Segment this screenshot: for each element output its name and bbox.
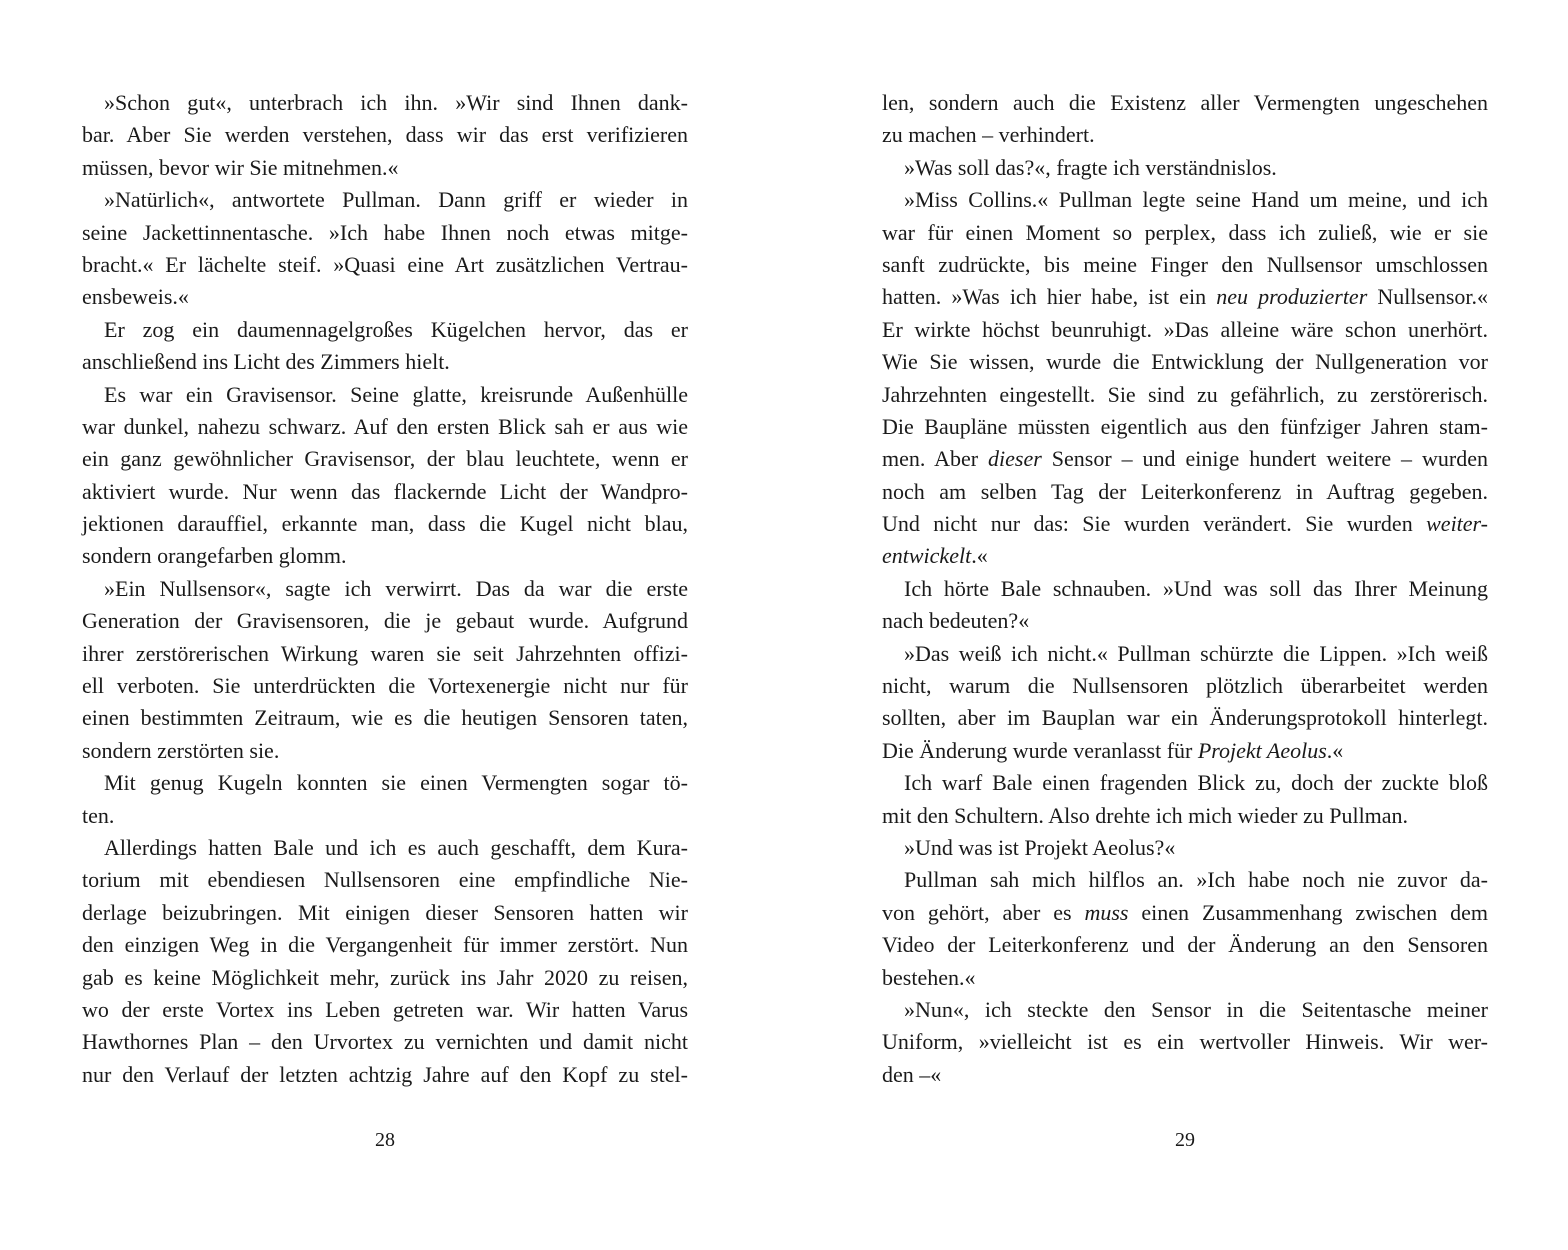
text-line: zu machen – verhindert. [882, 122, 1095, 148]
text-line: entwickelt.« [882, 543, 988, 569]
text-line: Allerdings hatten Bale und ich es auch geschafft, dem Kura- [104, 834, 688, 860]
text-line: len, sondern auch die Existenz aller Vermengten ungeschehen [882, 90, 1488, 115]
text-line: ensbeweis.« [82, 284, 189, 310]
text-line: Ich hörte Bale schnauben. »Und was soll das Ihrer Meinung [904, 575, 1488, 601]
text-line: hatten. »Was ich hier habe, ist ein neu produzierter Nullsensor.« [882, 284, 1488, 310]
text-line: Und nicht nur das: Sie wurden verändert. Sie wurden weiter- [882, 511, 1488, 537]
text-line: Generation der Gravisensoren, die je gebaut wurde. Aufgrund [82, 608, 688, 634]
text-line: sondern orangefarben glomm. [82, 543, 347, 569]
text-line: sollten, aber im Bauplan war ein Änderungsprotokoll hinterlegt. [882, 705, 1488, 731]
text-line: »Und was ist Projekt Aeolus?« [904, 834, 1176, 860]
text-line: Ich warf Bale einen fragenden Blick zu, doch der zuckte bloß [904, 770, 1488, 796]
page-number-left: 28 [375, 1129, 395, 1151]
text-line: ell verboten. Sie unterdrückten die Vortexenergie nicht nur für [82, 673, 688, 699]
text-line: »Das weiß ich nicht.« Pullman schürzte die Lippen. »Ich weiß [904, 640, 1488, 666]
text-line: seine Jackettinnentasche. »Ich habe Ihnen noch etwas mitge- [82, 219, 688, 245]
text-line: Pullman sah mich hilflos an. »Ich habe noch nie zuvor da- [904, 867, 1488, 893]
text-line: jektionen darauffiel, erkannte man, dass die Kugel nicht blau, [82, 511, 688, 537]
text-line: Hawthornes Plan – den Urvortex zu vernichten und damit nicht [82, 1029, 688, 1055]
text-line: mit den Schultern. Also drehte ich mich wieder zu Pullman. [882, 802, 1409, 828]
text-line: den –« [882, 1061, 942, 1087]
right-page-text [882, 87, 1488, 1091]
text-line: aktiviert wurde. Nur wenn das flackernde Licht der Wandpro- [82, 478, 688, 504]
text-line: nur den Verlauf der letzten achtzig Jahre auf den Kopf zu stel- [82, 1061, 688, 1087]
text-line: »Schon gut«, unterbrach ich ihn. »Wir sind Ihnen dank- [104, 90, 688, 115]
text-line: sanft zudrückte, bis meine Finger den Nullsensor umschlossen [882, 251, 1488, 277]
text-line: müssen, bevor wir Sie mitnehmen.« [82, 154, 399, 180]
text-line: war dunkel, nahezu schwarz. Auf den ersten Blick sah er aus wie [82, 413, 688, 439]
text-line: men. Aber dieser Sensor – und einige hundert weitere – wurden [882, 446, 1488, 472]
text-line: gab es keine Möglichkeit mehr, zurück ins Jahr 2020 zu reisen, [82, 964, 688, 990]
text-line: nach bedeuten?« [882, 608, 1030, 634]
text-line: ein ganz gewöhnlicher Gravisensor, der blau leuchtete, wenn er [82, 446, 688, 472]
text-line: Mit genug Kugeln konnten sie einen Vermengten sogar tö- [104, 770, 688, 796]
text-line: bracht.« Er lächelte steif. »Quasi eine Art zusätzlichen Vertrau- [82, 251, 688, 277]
text-line: »Ein Nullsensor«, sagte ich verwirrt. Das da war die erste [104, 575, 688, 601]
text-line: bestehen.« [882, 964, 976, 990]
text-line: war für einen Moment so perplex, dass ich zuließ, wie er sie [882, 219, 1488, 245]
text-line: torium mit ebendiesen Nullsensoren eine empfindliche Nie- [82, 867, 688, 893]
text-line: Video der Leiterkonferenz und der Änderung an den Sensoren [882, 932, 1488, 958]
text-line: wo der erste Vortex ins Leben getreten war. Wir hatten Varus [82, 996, 688, 1022]
text-line: Wie Sie wissen, wurde die Entwicklung der Nullgeneration vor [882, 349, 1488, 375]
page-number-right: 29 [1175, 1129, 1195, 1151]
text-line: von gehört, aber es muss einen Zusammenhang zwischen dem [882, 899, 1488, 925]
text-line: Die Baupläne müssten eigentlich aus den fünfziger Jahren stam- [882, 413, 1488, 439]
text-line: nicht, warum die Nullsensoren plötzlich überarbeitet werden [882, 673, 1488, 699]
text-line: »Was soll das?«, fragte ich verständnislos. [904, 154, 1277, 180]
text-line: den einzigen Weg in die Vergangenheit für immer zerstört. Nun [82, 932, 688, 958]
text-line: »Nun«, ich steckte den Sensor in die Seitentasche meiner [904, 996, 1488, 1022]
text-line: ihrer zerstörerischen Wirkung waren sie seit Jahrzehnten offizi- [82, 640, 688, 666]
text-line: Er zog ein daumennagelgroßes Kügelchen hervor, das er [104, 316, 688, 342]
text-line: Es war ein Gravisensor. Seine glatte, kreisrunde Außenhülle [104, 381, 688, 407]
text-line: anschließend ins Licht des Zimmers hielt. [82, 349, 450, 375]
text-line: Die Änderung wurde veranlasst für Projekt Aeolus.« [882, 737, 1344, 763]
text-line: bar. Aber Sie werden verstehen, dass wir das erst verifizieren [82, 122, 688, 148]
text-line: noch am selben Tag der Leiterkonferenz in Auftrag gegeben. [882, 478, 1488, 504]
text-line: »Natürlich«, antwortete Pullman. Dann griff er wieder in [104, 187, 688, 213]
text-line: »Miss Collins.« Pullman legte seine Hand um meine, und ich [904, 187, 1488, 213]
left-page-text [82, 87, 688, 1091]
text-line: ten. [82, 802, 115, 828]
text-line: derlage beizubringen. Mit einigen dieser Sensoren hatten wir [82, 899, 688, 925]
text-line: Uniform, »vielleicht ist es ein wertvoller Hinweis. Wir wer- [882, 1029, 1488, 1055]
text-line: sondern zerstörten sie. [82, 737, 280, 763]
text-line: Jahrzehnten eingestellt. Sie sind zu gefährlich, zu zerstörerisch. [882, 381, 1488, 407]
text-line: einen bestimmten Zeitraum, wie es die heutigen Sensoren taten, [82, 705, 688, 731]
text-line: Er wirkte höchst beunruhigt. »Das alleine wäre schon unerhört. [882, 316, 1488, 342]
